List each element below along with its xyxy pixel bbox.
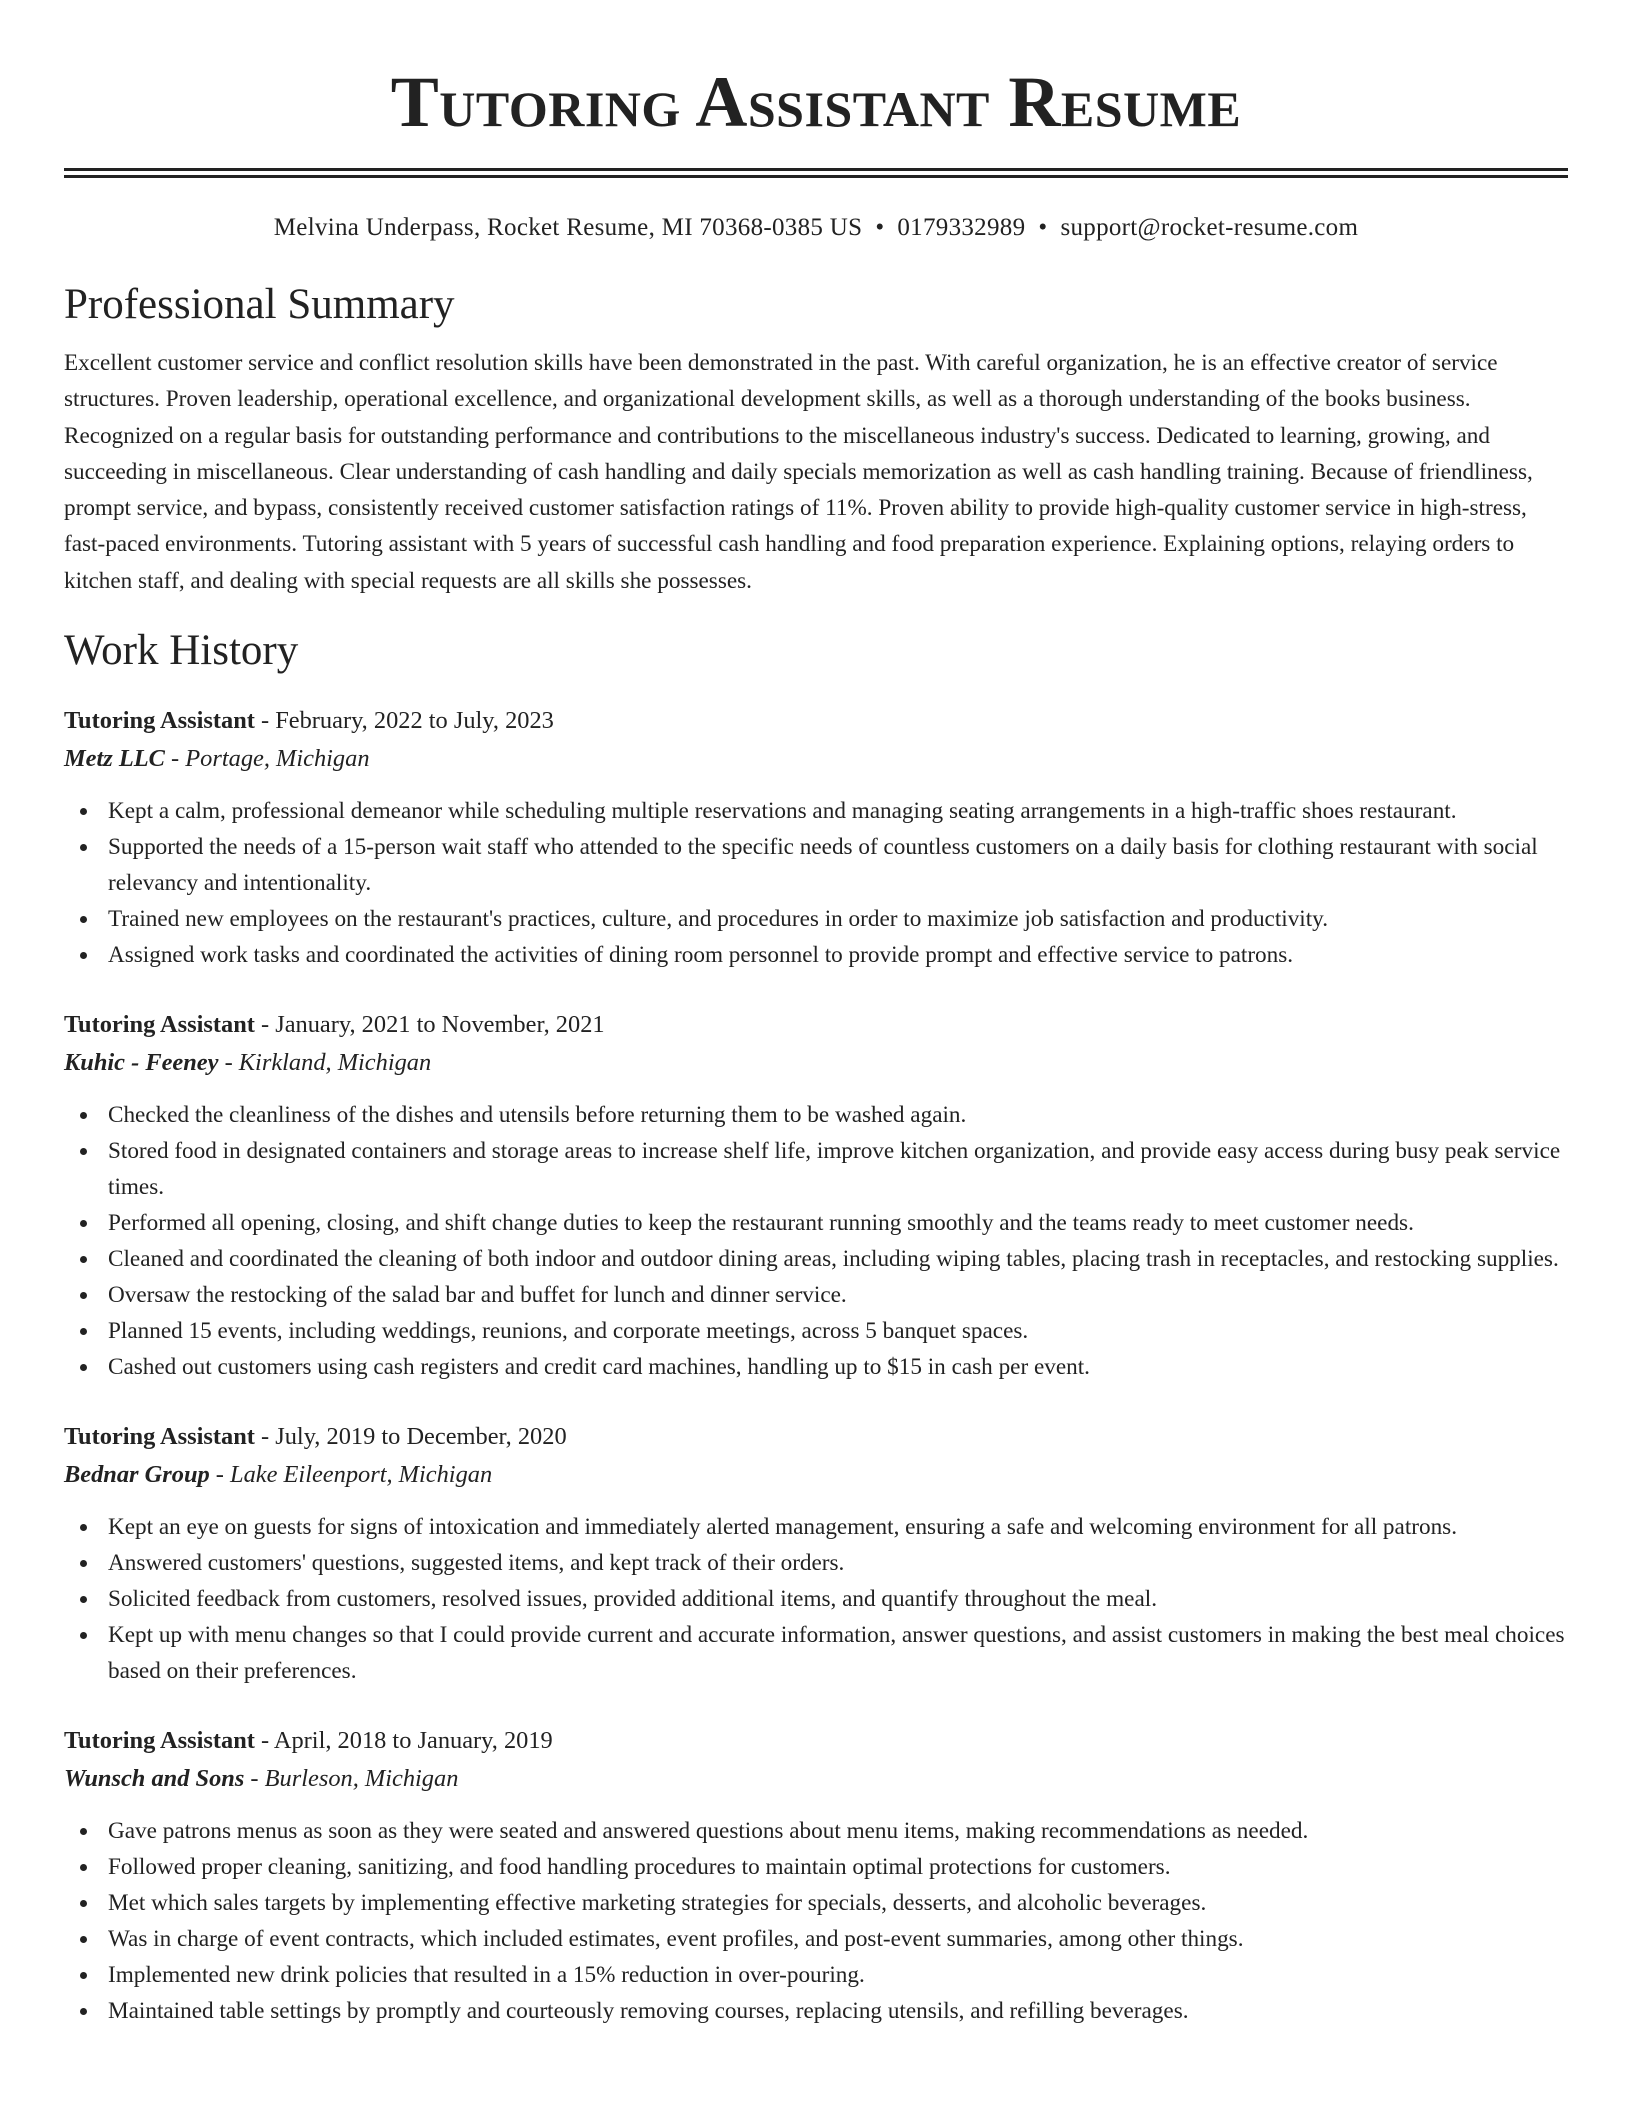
job-entry — [64, 1723, 1568, 2029]
job-dates: - February, 2022 to July, 2023 — [254, 707, 554, 735]
resume-title: Tutoring Assistant Resume — [390, 62, 1242, 142]
job-title-line — [64, 1419, 1568, 1455]
company-line — [64, 739, 1568, 779]
summary-heading: Professional Summary — [64, 281, 455, 328]
contact-email: support@rocket-resume.com — [1060, 214, 1359, 241]
job-bullet: Supported the needs of a 15-person wait staff who attended to the specific needs of countless customers on a daily basis for clothing restaurant with social relevancy and intentionality. — [64, 829, 1568, 901]
job-bullet: Kept a calm, professional demeanor while scheduling multiple reservations and managing seating arrangements in a high-traffic shoes restaurant. — [64, 793, 1568, 829]
job-bullet: Cleaned and coordinated the cleaning of both indoor and outdoor dining areas, including wiping tables, placing trash in receptacles, and restocking supplies. — [64, 1241, 1568, 1277]
contact-info — [64, 213, 1568, 243]
job-title-line — [64, 703, 1568, 739]
job-bullet: Kept up with menu changes so that I could provide current and accurate information, answer questions, and assist customers in making the best meal choices based on their preferences. — [64, 1617, 1568, 1689]
job-title: Tutoring Assistant — [64, 1011, 255, 1039]
job-title-line — [64, 1723, 1568, 1759]
job-bullet: Solicited feedback from customers, resolved issues, provided additional items, and quantify throughout the meal. — [64, 1581, 1568, 1617]
contact-separator: • — [875, 214, 885, 241]
summary-text: Excellent customer service and conflict resolution skills have been demonstrated in the past. With careful organization, he is an effective creator of service structures. Proven leadership, operational excellence, and organizational development skills, as well as a thorough understanding of the books business. Recognized on a regular basis for outstanding performance and contributions to the miscellaneous industry's success. Dedicated to learning, growing, and succeeding in miscellaneous. Clear understanding of cash handling and daily specials memorization as well as cash handling training. Because of friendliness, prompt service, and bypass, consistently received customer satisfaction ratings of 11%. Proven ability to provide high-quality customer service in high-stress, fast-paced environments. Tutoring assistant with 5 years of successful cash handling and food preparation experience. Explaining options, relaying orders to kitchen staff, and dealing with special requests are all skills she possesses. — [64, 350, 1533, 594]
company-line — [64, 1043, 1568, 1083]
job-dates: - January, 2021 to November, 2021 — [254, 1011, 605, 1039]
job-bullets — [64, 793, 1568, 973]
job-bullet: Met which sales targets by implementing effective marketing strategies for specials, desserts, and alcoholic beverages. — [64, 1885, 1568, 1921]
company-location: - Lake Eileenport, Michigan — [209, 1461, 493, 1489]
company-name: Kuhic - Feeney — [64, 1049, 219, 1077]
company-location: - Kirkland, Michigan — [218, 1049, 432, 1077]
company-name: Wunsch and Sons — [64, 1765, 245, 1793]
job-bullet: Stored food in designated containers and storage areas to increase shelf life, improve kitchen organization, and provide easy access during busy peak service times. — [64, 1133, 1568, 1205]
work-history-section — [64, 625, 1568, 2029]
job-entry — [64, 703, 1568, 973]
company-name: Metz LLC — [64, 745, 165, 773]
job-bullet: Maintained table settings by promptly and courteously removing courses, replacing utensils, and refilling beverages. — [64, 1993, 1568, 2029]
company-name: Bednar Group — [64, 1461, 210, 1489]
professional-summary-section — [64, 279, 1568, 599]
job-bullet: Answered customers' questions, suggested items, and kept track of their orders. — [64, 1545, 1568, 1581]
job-title: Tutoring Assistant — [64, 707, 255, 735]
job-title: Tutoring Assistant — [64, 1727, 255, 1755]
job-bullet: Oversaw the restocking of the salad bar and buffet for lunch and dinner service. — [64, 1277, 1568, 1313]
contact-separator: • — [1038, 214, 1048, 241]
company-line — [64, 1455, 1568, 1495]
job-bullet: Checked the cleanliness of the dishes and utensils before returning them to be washed again. — [64, 1097, 1568, 1133]
job-dates: - April, 2018 to January, 2019 — [254, 1727, 553, 1755]
job-bullet: Planned 15 events, including weddings, reunions, and corporate meetings, across 5 banquet spaces. — [64, 1313, 1568, 1349]
work-history-heading: Work History — [64, 627, 299, 675]
job-bullet: Implemented new drink policies that resulted in a 15% reduction in over-pouring. — [64, 1957, 1568, 1993]
job-title: Tutoring Assistant — [64, 1423, 255, 1451]
job-bullet: Gave patrons menus as soon as they were seated and answered questions about menu items, making recommendations as needed. — [64, 1813, 1568, 1849]
job-bullets — [64, 1097, 1568, 1385]
job-bullet: Assigned work tasks and coordinated the activities of dining room personnel to provide prompt and effective service to patrons. — [64, 937, 1568, 973]
company-line — [64, 1759, 1568, 1799]
job-dates: - July, 2019 to December, 2020 — [254, 1423, 567, 1451]
job-bullet: Was in charge of event contracts, which included estimates, event profiles, and post-event summaries, among other things. — [64, 1921, 1568, 1957]
contact-address: Melvina Underpass, Rocket Resume, MI 70368-0385 US — [273, 214, 863, 241]
title-divider — [64, 168, 1568, 178]
job-bullet: Trained new employees on the restaurant's practices, culture, and procedures in order to maximize job satisfaction and productivity. — [64, 901, 1568, 937]
contact-phone: 0179332989 — [897, 214, 1026, 241]
job-bullets — [64, 1813, 1568, 2029]
job-bullet: Cashed out customers using cash registers and credit card machines, handling up to $15 in cash per event. — [64, 1349, 1568, 1385]
company-location: - Portage, Michigan — [164, 745, 370, 773]
job-entry — [64, 1007, 1568, 1385]
job-bullet: Kept an eye on guests for signs of intoxication and immediately alerted management, ensuring a safe and welcoming environment for all patrons. — [64, 1509, 1568, 1545]
job-bullets — [64, 1509, 1568, 1689]
job-bullet: Followed proper cleaning, sanitizing, and food handling procedures to maintain optimal protections for customers. — [64, 1849, 1568, 1885]
job-bullet: Performed all opening, closing, and shift change duties to keep the restaurant running smoothly and the teams ready to meet customer needs. — [64, 1205, 1568, 1241]
job-entry — [64, 1419, 1568, 1689]
company-location: - Burleson, Michigan — [244, 1765, 459, 1793]
job-title-line — [64, 1007, 1568, 1043]
